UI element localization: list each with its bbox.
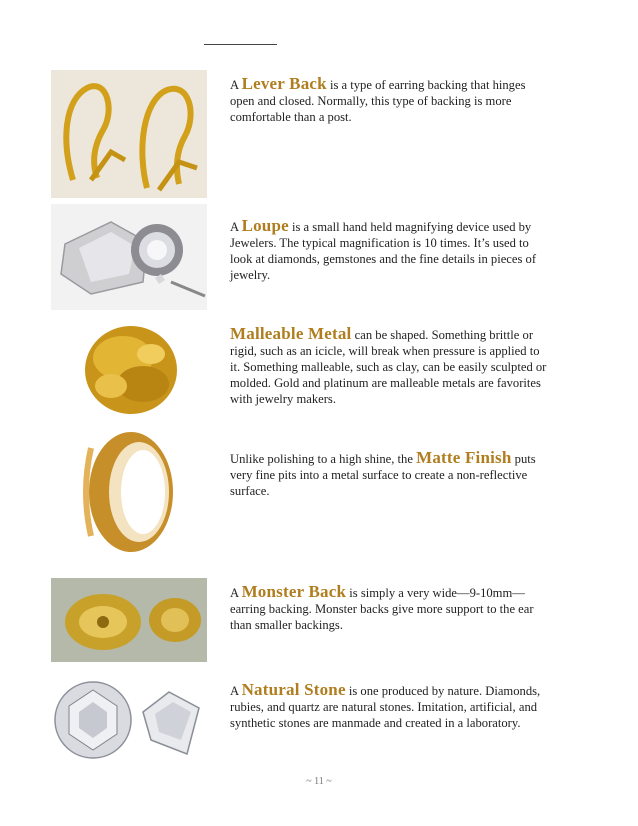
entry-definition: is a type of earring backing that hinges open and closed. Normally, this type of backing is more comfortable than a post. — [230, 78, 526, 124]
lever-back-earrings-image — [51, 70, 207, 198]
term-monster-back: Monster Back — [241, 582, 347, 601]
loupe-image — [51, 204, 207, 310]
entry-matte-finish — [230, 450, 550, 499]
entry-paragraph — [230, 218, 550, 283]
entry-pre-text: A — [230, 78, 242, 92]
entry-paragraph — [230, 326, 550, 407]
entry-paragraph — [230, 450, 550, 499]
term-lever-back: Lever Back — [241, 74, 327, 93]
gold-flakes-icon — [51, 318, 207, 422]
entry-natural-stone — [230, 682, 550, 731]
monster-back-earring-icon — [51, 578, 207, 662]
term-malleable-metal: Malleable Metal — [230, 324, 352, 343]
entry-pre-text: A — [230, 220, 242, 234]
page-number: ~ 11 ~ — [306, 776, 332, 787]
header-rule — [204, 44, 277, 45]
loupe-icon — [51, 204, 207, 310]
entry-definition: puts very fine pits into a metal surface to create a non-reflective surface. — [230, 452, 536, 498]
entry-malleable-metal — [230, 326, 550, 407]
term-loupe: Loupe — [241, 216, 289, 235]
entry-definition: is a small hand held magnifying device used by Jewelers. The typical magnification is 10 times. It’s used to look at diamonds, gemstones and the fine details in pieces of jewelry. — [230, 220, 537, 282]
entry-paragraph — [230, 76, 550, 125]
entry-definition: can be shaped. Something brittle or rigid, such as an icicle, will break when pressure is applied to it. Something malleable, such as clay, can be easily sculpted or molded. Gold and platinum are malleable metals are favorites with jewelry makers. — [230, 328, 547, 406]
entry-definition: is simply a very wide—9-10mm—earring backing. Monster backs give more support to the ear than smaller backings. — [230, 586, 534, 632]
entry-pre-text: A — [230, 586, 242, 600]
entry-paragraph — [230, 584, 550, 633]
term-natural-stone: Natural Stone — [241, 680, 346, 699]
natural-stone-image — [51, 678, 207, 764]
entry-monster-back — [230, 584, 550, 633]
malleable-metal-image — [51, 318, 207, 422]
entry-loupe — [230, 218, 550, 283]
term-matte-finish: Matte Finish — [416, 448, 512, 467]
matte-gold-ring-icon — [51, 428, 207, 556]
entry-definition: is one produced by nature. Diamonds, rubies, and quartz are natural stones. Imitation, artificial, and synthetic stones are manmade and created in a laboratory. — [230, 684, 541, 730]
monster-back-image — [51, 578, 207, 662]
lever-back-earrings-icon — [51, 70, 207, 198]
entry-paragraph — [230, 682, 550, 731]
diamonds-icon — [51, 678, 207, 764]
entry-pre-text: A — [230, 684, 242, 698]
matte-finish-image — [51, 428, 207, 556]
entry-lever-back — [230, 76, 550, 125]
entry-pre-text: Unlike polishing to a high shine, the — [230, 452, 417, 466]
